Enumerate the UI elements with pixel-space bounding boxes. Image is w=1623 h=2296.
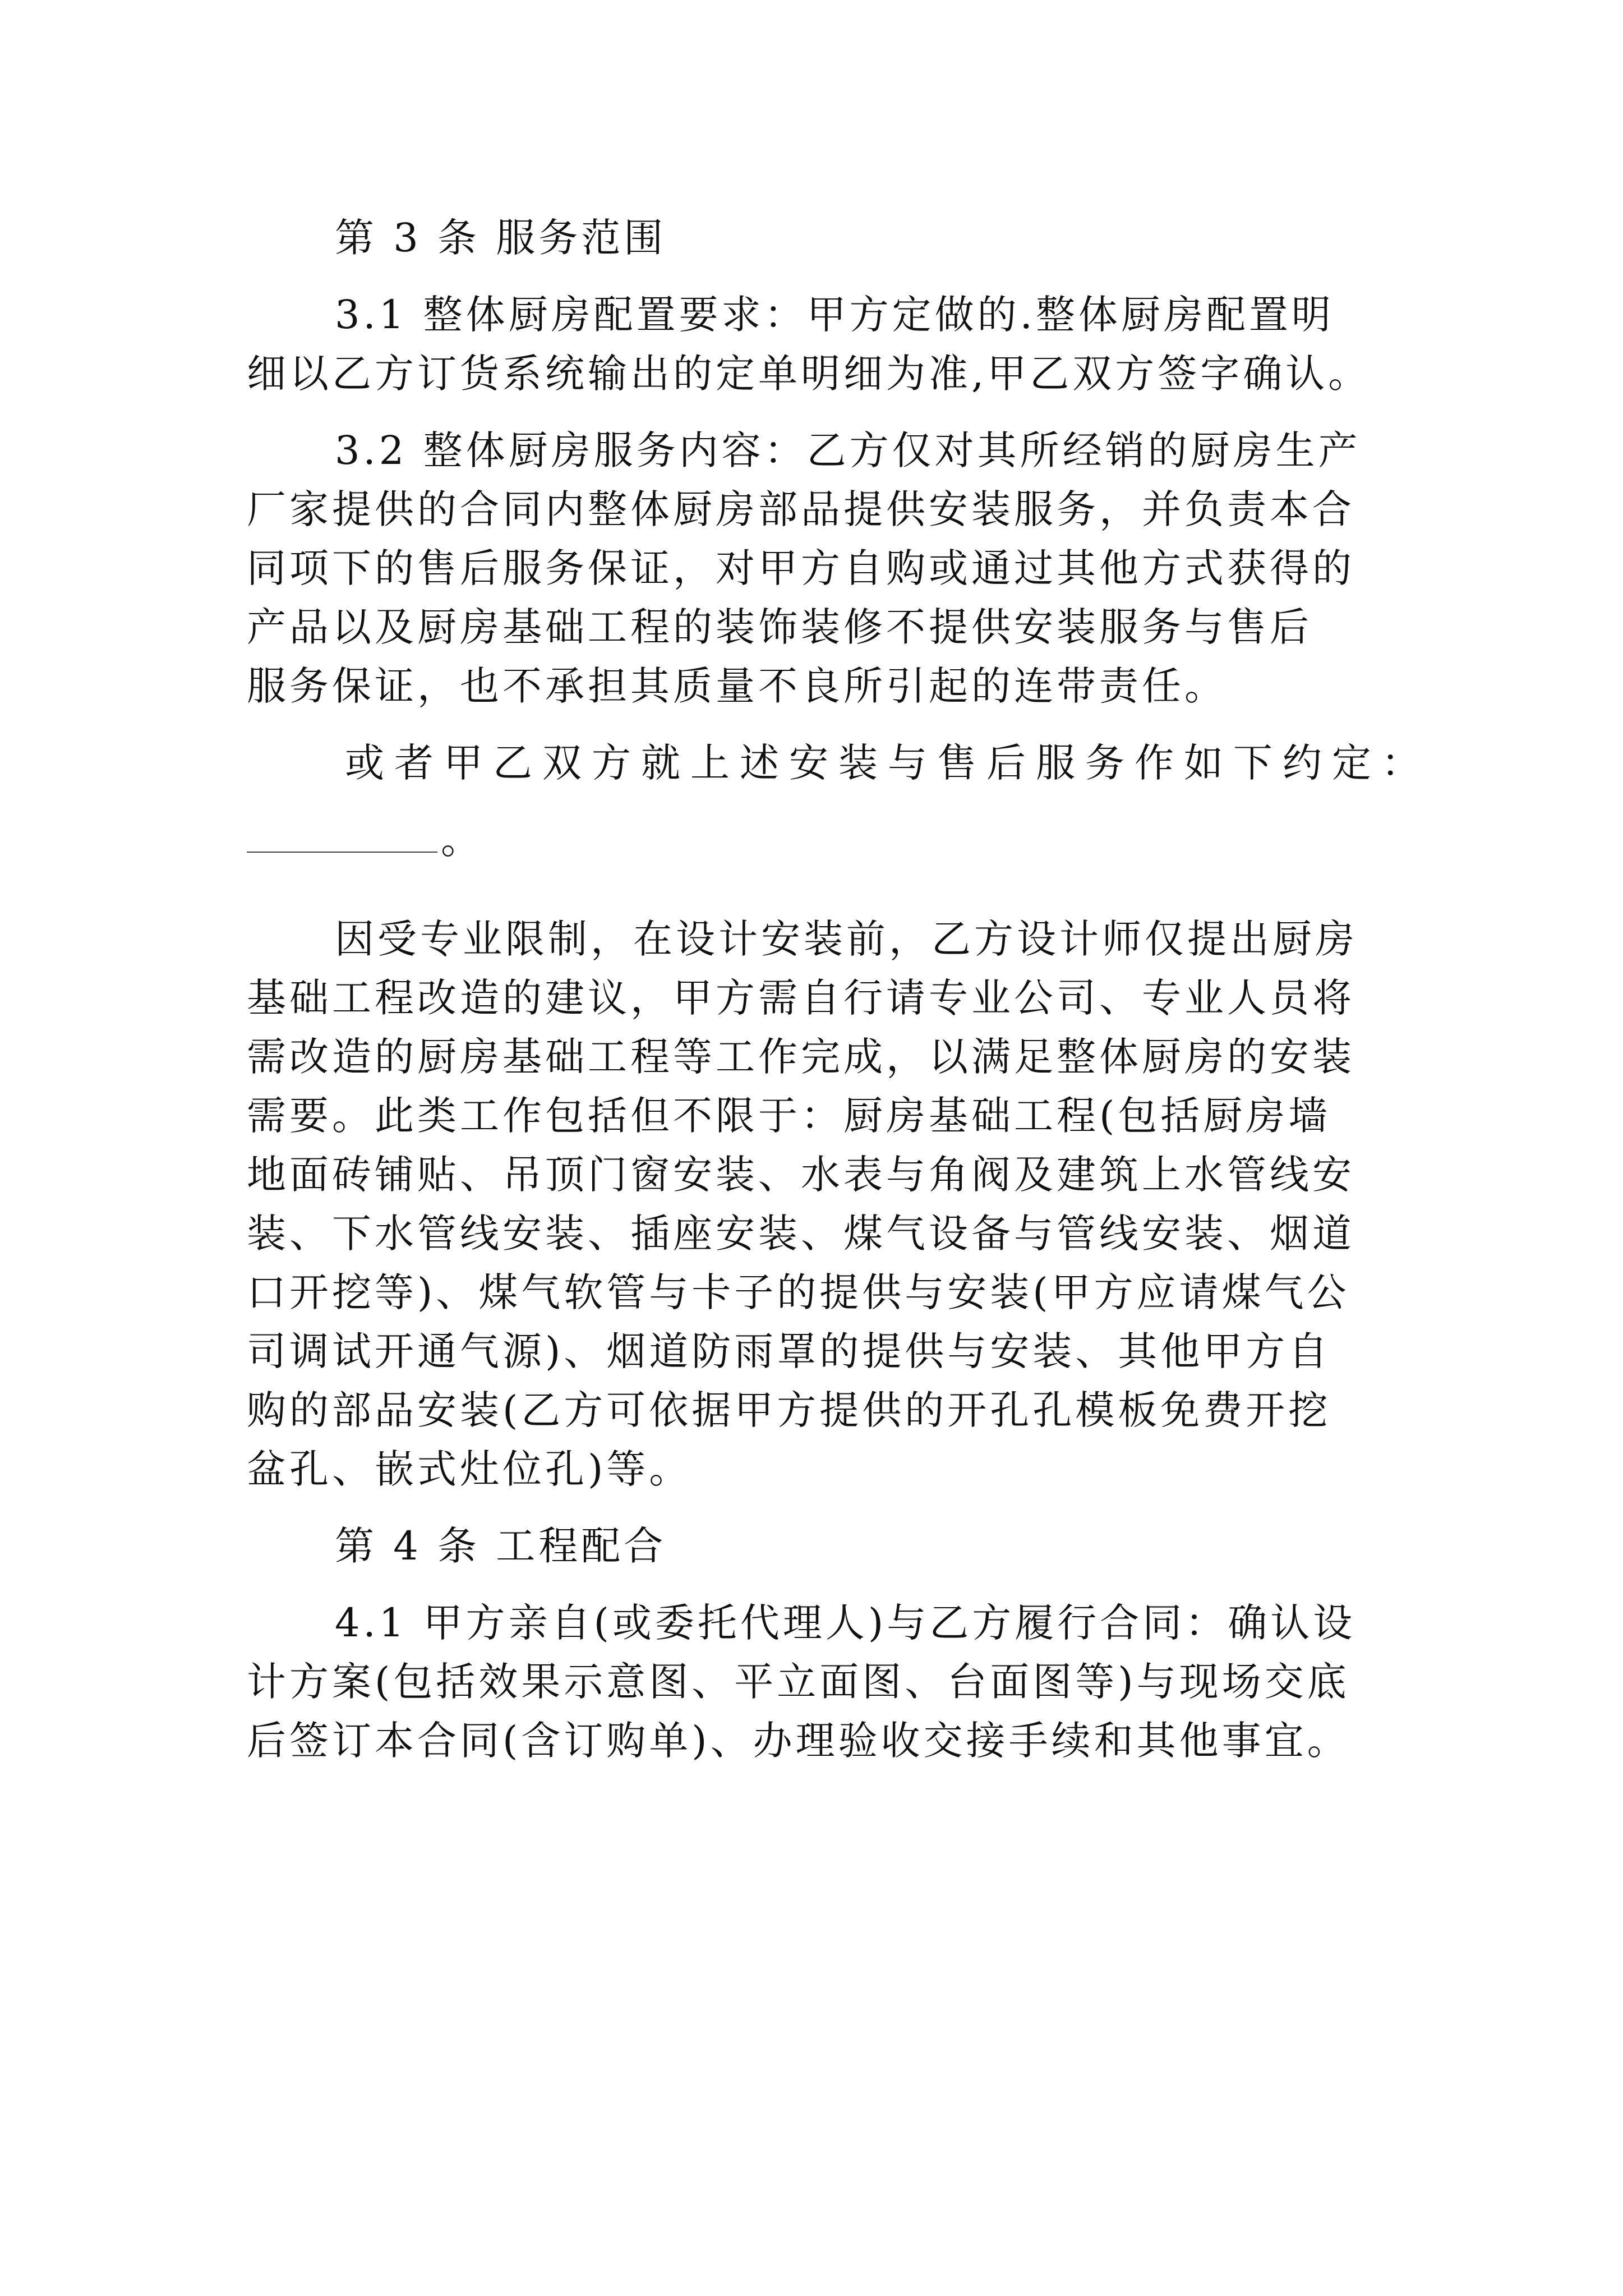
alternative-agreement-line: 或者甲乙双方就上述安装与售后服务作如下约定： [345,740,1431,786]
blank-line-period: 。 [441,817,480,863]
clause-3-1-line-2: 细以乙方订货系统输出的定单明细为准,甲乙双方签字确认。 [247,351,1371,397]
clause-3-2-line-2: 厂家提供的合同内整体厨房部品提供安装服务，并负责本合 [247,486,1355,532]
professional-limit-line-2: 基础工程改造的建议，甲方需自行请专业公司、专业人员将 [247,975,1355,1021]
professional-limit-line-9: 购的部品安装(乙方可依据甲方提供的开孔孔模板免费开挖 [247,1387,1331,1433]
clause-3-2-line-3: 同项下的售后服务保证，对甲方自购或通过其他方式获得的 [247,545,1355,591]
article-4-heading: 第 4 条 工程配合 [335,1523,667,1569]
clause-4-1-line-1: 4.1 甲方亲自(或委托代理人)与乙方履行合同：确认设 [335,1600,1356,1646]
blank-underline [247,852,437,853]
clause-4-1-line-2: 计方案(包括效果示意图、平立面图、台面图等)与现场交底 [247,1659,1350,1705]
professional-limit-line-8: 司调试开通气源)、烟道防雨罩的提供与安装、其他甲方自 [247,1328,1331,1374]
clause-4-1-line-3: 后签订本合同(含订购单)、办理验收交接手续和其他事宜。 [247,1718,1350,1764]
professional-limit-line-7: 口开挖等)、煤气软管与卡子的提供与安装(甲方应请煤气公 [247,1269,1350,1315]
professional-limit-line-10: 盆孔、嵌式灶位孔)等。 [247,1446,692,1492]
professional-limit-line-5: 地面砖铺贴、吊顶门窗安装、水表与角阀及建筑上水管线安 [247,1152,1355,1198]
clause-3-1-line-1: 3.1 整体厨房配置要求：甲方定做的.整体厨房配置明 [335,292,1334,338]
professional-limit-line-1: 因受专业限制，在设计安装前，乙方设计师仅提出厨房 [335,916,1358,962]
professional-limit-line-3: 需改造的厨房基础工程等工作完成，以满足整体厨房的安装 [247,1034,1355,1080]
clause-3-2-line-4: 产品以及厨房基础工程的装饰装修不提供安装服务与售后 [247,604,1312,650]
article-3-heading: 第 3 条 服务范围 [335,215,667,261]
clause-3-2-line-5: 服务保证，也不承担其质量不良所引起的连带责任。 [247,663,1227,709]
professional-limit-line-4: 需要。此类工作包括但不限于：厨房基础工程(包括厨房墙 [247,1093,1331,1139]
blank-fill-line [247,811,1424,869]
document-body [247,209,1431,1770]
clause-3-2-line-1: 3.2 整体厨房服务内容：乙方仅对其所经销的厨房生产 [335,427,1361,473]
professional-limit-line-6: 装、下水管线安装、插座安装、煤气设备与管线安装、烟道 [247,1211,1355,1257]
